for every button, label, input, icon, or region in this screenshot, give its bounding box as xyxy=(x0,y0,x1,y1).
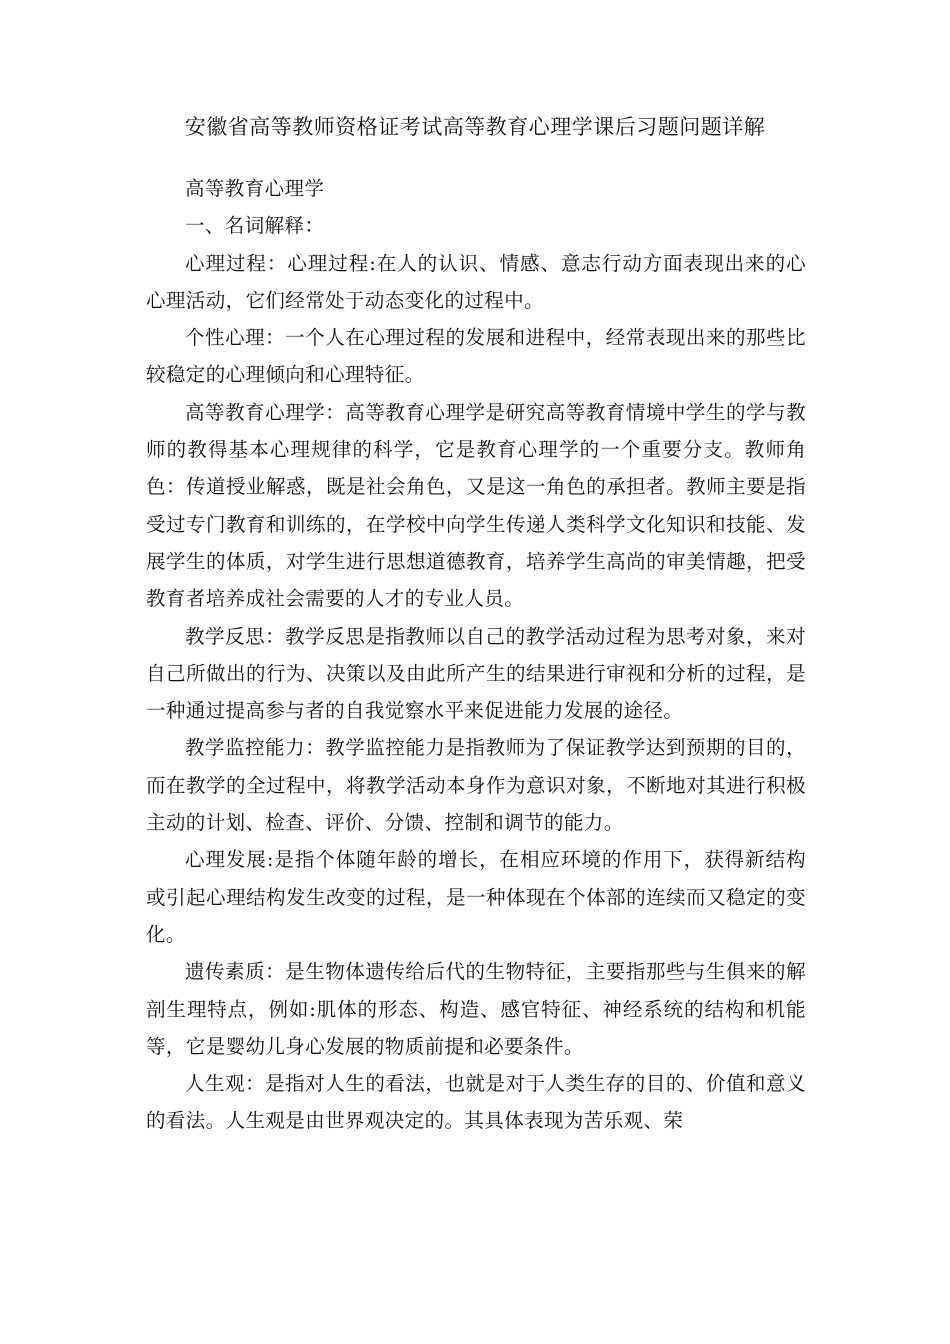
paragraph-definition-mental-process: 心理过程：心理过程:在人的认识、情感、意志行动方面表现出来的心心理活动，它们经常处于动态变化的过程中。 xyxy=(146,251,806,312)
document-title: 安徽省高等教师资格证考试高等教育心理学课后习题问题详解 xyxy=(184,115,766,139)
paragraph-definition-personality: 个性心理：一个人在心理过程的发展和进程中，经常表现出来的那些比较稳定的心理倾向和心理特征。 xyxy=(146,326,806,387)
paragraph-definition-heredity: 遗传素质：是生物体遗传给后代的生物特征，主要指那些与生俱来的解剖生理特点，例如:肌体的形态、构造、感官特征、神经系统的结构和机能等，它是婴幼儿身心发展的物质前提和必要条件。 xyxy=(146,960,806,1058)
paragraph-definition-outlook-on-life: 人生观：是指对人生的看法，也就是对于人类生存的目的、价值和意义的看法。人生观是由世界观决定的。其具体表现为苦乐观、荣 xyxy=(146,1072,806,1133)
paragraph-definition-psychological-development: 心理发展:是指个体随年龄的增长，在相应环境的作用下，获得新结构或引起心理结构发生改变的过程，是一种体现在个体部的连续而又稳定的变化。 xyxy=(146,848,806,946)
paragraph-section-heading: 一、名词解释： xyxy=(185,214,325,238)
paragraph-definition-teaching-reflection: 教学反思：教学反思是指教师以自己的教学活动过程为思考对象，来对自己所做出的行为、决策以及由此所产生的结果进行审视和分析的过程，是一种通过提高参与者的自我觉察水平来促进能力发展的途径。 xyxy=(146,624,806,723)
document-body xyxy=(146,170,806,1140)
paragraph-subject-heading: 高等教育心理学 xyxy=(185,177,325,200)
paragraph-definition-higher-ed-psychology: 高等教育心理学：高等教育心理学是研究高等教育情境中学生的学与教师的教得基本心理规律的科学，它是教育心理学的一个重要分支。教师角色：传道授业解惑，既是社会角色，又是这一角色的承担者。教师主要是指受过专门教育和训练的，在学校中向学生传递人类科学文化知识和技能、发展学生的体质，对学生进行思想道德教育，培养学生高尚的审美情趣，把受教育者培养成社会需要的人才的专业人员。 xyxy=(146,400,806,611)
paragraph-definition-teaching-monitoring: 教学监控能力：教学监控能力是指教师为了保证教学达到预期的目的，而在教学的全过程中，将教学活动本身作为意识对象，不断地对其进行积极主动的计划、检查、评价、分馈、控制和调节的能力。 xyxy=(146,736,806,835)
